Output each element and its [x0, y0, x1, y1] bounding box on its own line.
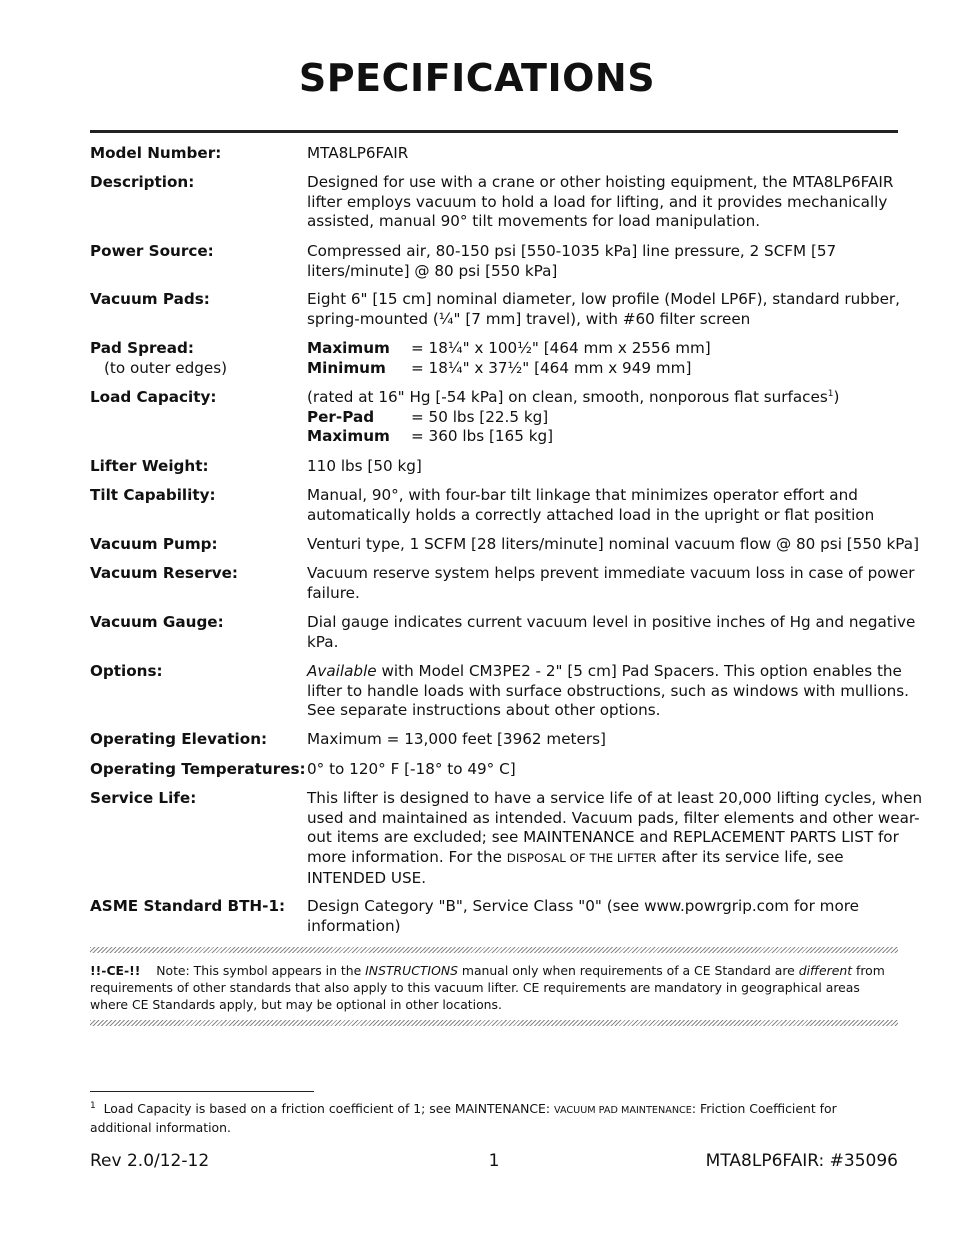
spec-value [307, 486, 899, 525]
spec-line: information) [307, 916, 401, 935]
spec-line: INTENDED USE. [307, 868, 427, 887]
spec-value [307, 897, 899, 936]
document-id: MTA8LP6FAIR: #35096 [705, 1151, 898, 1171]
line-text: more information. For the [307, 848, 507, 867]
spec-label: ASME Standard BTH-1: [90, 897, 286, 915]
spec-value [307, 457, 899, 477]
line-text: with Model CM3PE2 - 2" [5 cm] Pad Spacers. This option enables the [376, 662, 902, 680]
spec-line: 110 lbs [50 kg] [307, 457, 422, 475]
spec-line: Eight 6" [15 cm] nominal diameter, low profile (Model LP6F), standard rubber, [307, 290, 901, 308]
spec-kv [307, 408, 899, 428]
page-footer [90, 1151, 898, 1173]
kv-key: Per-Pad [307, 407, 375, 426]
spec-value [307, 173, 899, 232]
spec-label: Operating Temperatures: [90, 760, 306, 778]
spec-value [307, 760, 899, 780]
kv-value: = 18¼" x 37½" [464 mm x 949 mm] [411, 358, 692, 377]
kv-key: Maximum [307, 339, 390, 357]
spec-line: Venturi type, 1 SCFM [28 liters/minute] nominal vacuum flow @ 80 psi [550 kPa] [307, 535, 919, 553]
italic-text: Available [307, 662, 377, 680]
spec-value [307, 730, 899, 750]
spec-line: assisted, manual 90° tilt movements for load manipulation. [307, 212, 761, 231]
ce-note [90, 962, 898, 1013]
ce-mark: !!-CE-!! [90, 963, 141, 978]
ce-note-line: where CE Standards apply, but may be optional in other locations. [90, 997, 502, 1012]
spec-value [307, 613, 916, 652]
spec-value [307, 144, 899, 164]
spec-value [307, 789, 923, 889]
spec-line: Design Category "B", Service Class "0" (see www.powrgrip.com for more [307, 897, 859, 915]
kv-key: Maximum [307, 427, 390, 446]
spec-value [307, 339, 899, 378]
spec-label: Options: [90, 662, 163, 680]
small-caps-text: DISPOSAL OF THE LIFTER [506, 851, 657, 866]
spec-line: liters/minute] @ 80 psi [550 kPa] [307, 261, 558, 280]
spec-line: used and maintained as intended. Vacuum pads, filter elements and other wear- [307, 808, 920, 827]
spec-sublabel: (to outer edges) [104, 358, 228, 377]
spec-line [307, 388, 899, 408]
kv-key: Minimum [307, 358, 386, 377]
spec-label: Pad Spread: [90, 339, 194, 357]
spec-value [307, 242, 899, 281]
spec-line [307, 848, 899, 869]
spec-line: See separate instructions about other options. [307, 701, 661, 720]
spec-line: out items are excluded; see MAINTENANCE and REPLACEMENT PARTS LIST for [307, 828, 899, 847]
spec-value [307, 388, 899, 447]
spec-value [307, 662, 909, 721]
spec-label: Power Source: [90, 242, 214, 260]
spec-label: Vacuum Reserve: [90, 564, 239, 582]
ce-note-line [90, 962, 898, 979]
spec-line: Manual, 90°, with four-bar tilt linkage that minimizes operator effort and [307, 486, 858, 504]
footnote-separator [90, 1091, 314, 1092]
spec-line: Designed for use with a crane or other hoisting equipment, the MTA8LP6FAIR [307, 173, 894, 191]
line-text: manual only when requirements of a CE Standard are [457, 963, 799, 978]
revision-label: Rev 2.0/12-12 [90, 1151, 210, 1171]
italic-text: INSTRUCTIONS [365, 963, 458, 978]
ce-note-bottom-border [90, 1020, 898, 1026]
line-text: : Friction Coefficient for [691, 1101, 837, 1116]
small-caps-text: VACUUM PAD MAINTENANCE [553, 1105, 692, 1116]
line-text: after its service life, see [656, 848, 844, 867]
footnote [90, 1100, 898, 1136]
spec-line: automatically holds a correctly attached load in the upright or flat position [307, 505, 875, 524]
ce-note-top-border [90, 947, 898, 953]
spec-line: Dial gauge indicates current vacuum level in positive inches of Hg and negative [307, 613, 916, 631]
spec-line: spring-mounted (¼" [7 mm] travel), with #60 filter screen [307, 309, 751, 328]
spec-line: Maximum = 13,000 feet [3962 meters] [307, 730, 606, 748]
spec-line: lifter employs vacuum to hold a load for lifting, and it provides mechanically [307, 192, 888, 211]
spec-value [307, 290, 899, 329]
italic-text: different [798, 963, 853, 978]
spec-label: Tilt Capability: [90, 486, 216, 504]
page-title: SPECIFICATIONS [298, 56, 656, 100]
spec-label: Vacuum Gauge: [90, 613, 224, 631]
spec-kv [307, 359, 899, 379]
spec-label: Lifter Weight: [90, 457, 209, 475]
spec-label: Vacuum Pump: [90, 535, 218, 553]
title-rule [90, 130, 898, 133]
spec-line: failure. [307, 583, 360, 602]
lead-text: (rated at 16" Hg [-54 kPa] on clean, smooth, nonporous flat surfaces [307, 388, 828, 406]
kv-value: = 18¼" x 100½" [464 mm x 2556 mm] [411, 339, 711, 357]
page-number: 1 [488, 1151, 500, 1171]
spec-line: kPa. [307, 632, 339, 651]
spec-line: Compressed air, 80-150 psi [550-1035 kPa] line pressure, 2 SCFM [57 [307, 242, 837, 260]
spec-line: Vacuum reserve system helps prevent immediate vacuum loss in case of power [307, 564, 915, 582]
spec-line: This lifter is designed to have a service life of at least 20,000 lifting cycles, when [307, 789, 923, 807]
spec-line [307, 662, 902, 682]
kv-value: = 360 lbs [165 kg] [411, 427, 554, 446]
ce-note-line: requirements of other standards that also apply to this vacuum lifter. CE requirements are mandatory in geographical areas [90, 980, 860, 995]
footnote-line: additional information. [90, 1120, 231, 1135]
lead-end: ) [833, 388, 840, 406]
spec-label: Operating Elevation: [90, 730, 268, 748]
spec-kv [307, 427, 899, 447]
spec-label: Description: [90, 173, 195, 191]
kv-value: = 50 lbs [22.5 kg] [411, 407, 549, 426]
spec-label: Model Number: [90, 144, 222, 162]
spec-value [307, 564, 915, 603]
spec-value [307, 535, 919, 555]
spec-label: Service Life: [90, 789, 197, 807]
line-text: Note: This symbol appears in the [156, 963, 366, 978]
spec-line: 0° to 120° F [-18° to 49° C] [307, 760, 516, 778]
spec-label: Vacuum Pads: [90, 290, 210, 308]
spec-label: Load Capacity: [90, 388, 217, 406]
spec-line: lifter to handle loads with surface obstructions, such as windows with mullions. [307, 681, 909, 700]
line-text: Load Capacity is based on a friction coefficient of 1; see MAINTENANCE: [103, 1101, 554, 1116]
footnote-line [90, 1100, 898, 1119]
line-text: from [852, 963, 885, 978]
spec-kv [307, 339, 899, 359]
spec-line: MTA8LP6FAIR [307, 144, 409, 162]
footnote-ref: 1 [827, 388, 834, 399]
footnote-number: 1 [90, 1100, 96, 1111]
